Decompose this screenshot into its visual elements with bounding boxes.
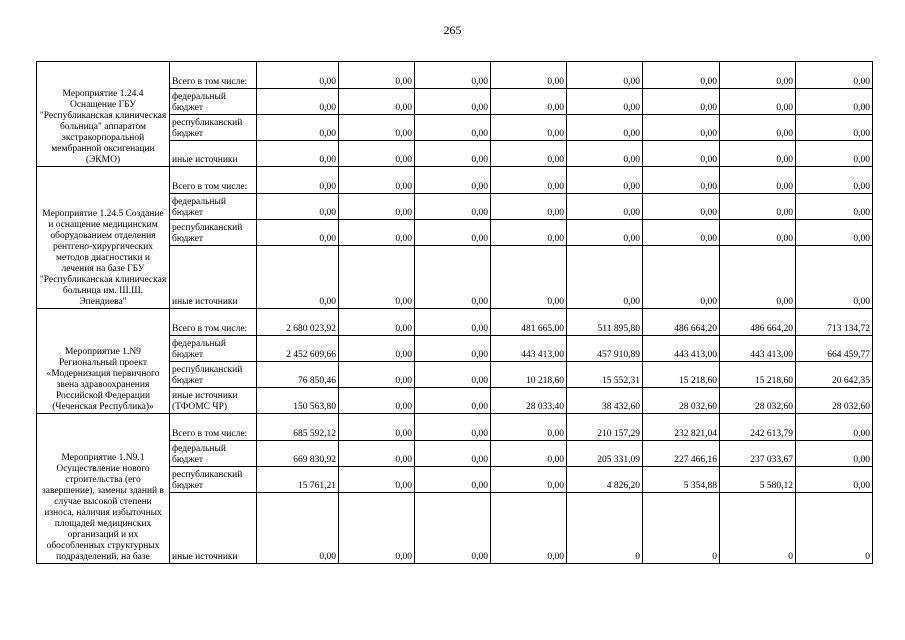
amount-cell: 0,00	[415, 167, 491, 194]
amount-cell: 0,00	[796, 467, 873, 493]
amount-cell: 0,00	[339, 467, 415, 493]
amount-cell: 0,00	[257, 62, 339, 89]
amount-cell: 0,00	[796, 220, 873, 246]
amount-cell: 0,00	[643, 115, 720, 141]
amount-cell: 0,00	[796, 167, 873, 194]
amount-cell: 0,00	[415, 246, 491, 309]
funding-source-cell: республиканский бюджет	[170, 362, 257, 388]
amount-cell: 4 826,20	[567, 467, 643, 493]
amount-cell: 0,00	[339, 115, 415, 141]
amount-cell: 38 432,60	[567, 388, 643, 414]
amount-cell: 0	[567, 493, 643, 564]
amount-cell: 232 821,04	[643, 414, 720, 441]
amount-cell: 486 664,20	[720, 309, 796, 336]
event-name-cell: Мероприятие 1.24.5 Создание и оснащение медицинским оборудованием отделения рентгено-хирургических методов диагностики и лечения на базе ГБУ "Республиканская клиническая больница им. Ш.Ш. Эпендиева"	[37, 167, 170, 309]
amount-cell: 0,00	[720, 62, 796, 89]
amount-cell: 0,00	[720, 167, 796, 194]
amount-cell: 5 580,12	[720, 467, 796, 493]
amount-cell: 0,00	[491, 141, 567, 167]
funding-source-cell: республиканский бюджет	[170, 115, 257, 141]
table-row	[37, 309, 873, 336]
amount-cell: 443 413,00	[720, 336, 796, 362]
funding-source-cell: Всего в том числе:	[170, 414, 257, 441]
amount-cell: 0,00	[415, 336, 491, 362]
amount-cell: 0,00	[567, 115, 643, 141]
financing-table	[36, 61, 873, 564]
amount-cell: 0	[643, 493, 720, 564]
amount-cell: 511 895,80	[567, 309, 643, 336]
funding-source-cell: федеральный бюджет	[170, 194, 257, 220]
funding-source-cell: Всего в том числе:	[170, 167, 257, 194]
amount-cell: 486 664,20	[643, 309, 720, 336]
amount-cell: 0,00	[643, 89, 720, 115]
amount-cell: 0,00	[415, 388, 491, 414]
amount-cell: 0,00	[567, 62, 643, 89]
amount-cell: 0,00	[339, 414, 415, 441]
amount-cell: 0,00	[415, 441, 491, 467]
amount-cell: 0,00	[643, 246, 720, 309]
funding-source-cell: иные источники	[170, 141, 257, 167]
amount-cell: 0,00	[720, 141, 796, 167]
amount-cell: 28 032,60	[643, 388, 720, 414]
amount-cell: 0,00	[415, 115, 491, 141]
amount-cell: 0,00	[339, 246, 415, 309]
amount-cell: 0,00	[339, 89, 415, 115]
amount-cell: 0,00	[720, 89, 796, 115]
amount-cell: 0,00	[643, 194, 720, 220]
amount-cell: 669 830,92	[257, 441, 339, 467]
amount-cell: 0,00	[491, 246, 567, 309]
amount-cell: 0,00	[567, 246, 643, 309]
amount-cell: 0,00	[415, 194, 491, 220]
amount-cell: 0,00	[643, 62, 720, 89]
amount-cell: 150 563,80	[257, 388, 339, 414]
amount-cell: 28 032,60	[796, 388, 873, 414]
table-row	[37, 167, 873, 194]
amount-cell: 15 761,21	[257, 467, 339, 493]
amount-cell: 0,00	[567, 89, 643, 115]
amount-cell: 0,00	[720, 194, 796, 220]
amount-cell: 0,00	[491, 89, 567, 115]
amount-cell: 5 354,88	[643, 467, 720, 493]
amount-cell: 242 613,79	[720, 414, 796, 441]
amount-cell: 0,00	[257, 220, 339, 246]
amount-cell: 2 452 609,66	[257, 336, 339, 362]
amount-cell: 0,00	[491, 62, 567, 89]
amount-cell: 0,00	[720, 246, 796, 309]
amount-cell: 0,00	[415, 220, 491, 246]
funding-source-cell: Всего в том числе:	[170, 62, 257, 89]
amount-cell: 0,00	[796, 115, 873, 141]
amount-cell: 0,00	[339, 336, 415, 362]
event-name-cell: Мероприятие 1.N9 Региональный проект «Модернизация первичного звена здравоохранения Российской Федерации (Чеченская Республика)»	[37, 309, 170, 414]
amount-cell: 20 642,35	[796, 362, 873, 388]
amount-cell: 0,00	[257, 115, 339, 141]
funding-source-cell: федеральный бюджет	[170, 336, 257, 362]
amount-cell: 10 218,60	[491, 362, 567, 388]
page-number: 265	[443, 23, 462, 37]
funding-source-cell: федеральный бюджет	[170, 441, 257, 467]
amount-cell: 0	[796, 493, 873, 564]
amount-cell: 0,00	[491, 467, 567, 493]
amount-cell: 0,00	[491, 220, 567, 246]
amount-cell: 0,00	[257, 141, 339, 167]
amount-cell: 0,00	[491, 441, 567, 467]
amount-cell: 0,00	[415, 62, 491, 89]
table-row	[37, 62, 873, 89]
amount-cell: 0,00	[491, 115, 567, 141]
amount-cell: 0,00	[339, 194, 415, 220]
amount-cell: 0,00	[796, 246, 873, 309]
amount-cell: 0,00	[567, 194, 643, 220]
amount-cell: 0,00	[415, 141, 491, 167]
amount-cell: 0,00	[796, 89, 873, 115]
amount-cell: 15 218,60	[720, 362, 796, 388]
amount-cell: 481 665,00	[491, 309, 567, 336]
amount-cell: 237 033,67	[720, 441, 796, 467]
amount-cell: 443 413,00	[643, 336, 720, 362]
amount-cell: 2 680 023,92	[257, 309, 339, 336]
amount-cell: 0,00	[339, 141, 415, 167]
amount-cell: 0,00	[339, 309, 415, 336]
financing-table-body	[37, 62, 873, 564]
amount-cell: 0,00	[415, 414, 491, 441]
amount-cell: 28 032,60	[720, 388, 796, 414]
amount-cell: 0,00	[339, 493, 415, 564]
event-name-cell: Мероприятие 1.N9.1 Осуществление нового строительства (его завершение), замены зданий в случае высокой степени износа, наличия избыточных площадей медицинских организаций и их обособленных структурных подразделений, на базе	[37, 414, 170, 564]
amount-cell: 0,00	[415, 467, 491, 493]
amount-cell: 0,00	[567, 167, 643, 194]
amount-cell: 0,00	[257, 246, 339, 309]
amount-cell: 0,00	[796, 62, 873, 89]
amount-cell: 443 413,00	[491, 336, 567, 362]
amount-cell: 0,00	[720, 115, 796, 141]
amount-cell: 664 459,77	[796, 336, 873, 362]
amount-cell: 0,00	[796, 441, 873, 467]
funding-source-cell: иные источники	[170, 493, 257, 564]
funding-source-cell: Всего в том числе:	[170, 309, 257, 336]
amount-cell: 15 552,31	[567, 362, 643, 388]
amount-cell: 0,00	[415, 89, 491, 115]
amount-cell: 0,00	[643, 220, 720, 246]
amount-cell: 0,00	[796, 141, 873, 167]
amount-cell: 227 466,16	[643, 441, 720, 467]
amount-cell: 0,00	[567, 141, 643, 167]
amount-cell: 0,00	[491, 167, 567, 194]
amount-cell: 0,00	[415, 493, 491, 564]
amount-cell: 0,00	[257, 167, 339, 194]
amount-cell: 15 218,60	[643, 362, 720, 388]
amount-cell: 205 331,09	[567, 441, 643, 467]
amount-cell: 0	[720, 493, 796, 564]
amount-cell: 0,00	[643, 141, 720, 167]
amount-cell: 28 033,40	[491, 388, 567, 414]
amount-cell: 0,00	[339, 167, 415, 194]
funding-source-cell: республиканский бюджет	[170, 220, 257, 246]
amount-cell: 0,00	[339, 441, 415, 467]
funding-source-cell: республиканский бюджет	[170, 467, 257, 493]
amount-cell: 0,00	[415, 362, 491, 388]
amount-cell: 0,00	[491, 493, 567, 564]
event-name-cell: Мероприятие 1.24.4 Оснащение ГБУ "Республиканская клиническая больница" аппаратом экстракорпоральной мембранной оксигенации (ЭКМО)	[37, 62, 170, 167]
amount-cell: 210 157,29	[567, 414, 643, 441]
amount-cell: 0,00	[257, 89, 339, 115]
amount-cell: 0,00	[567, 220, 643, 246]
amount-cell: 76 850,46	[257, 362, 339, 388]
amount-cell: 0,00	[339, 62, 415, 89]
amount-cell: 0,00	[643, 167, 720, 194]
amount-cell: 0,00	[796, 414, 873, 441]
amount-cell: 0,00	[491, 194, 567, 220]
amount-cell: 0,00	[720, 220, 796, 246]
amount-cell: 0,00	[415, 309, 491, 336]
amount-cell: 457 910,89	[567, 336, 643, 362]
amount-cell: 0,00	[491, 414, 567, 441]
table-row	[37, 414, 873, 441]
amount-cell: 713 134,72	[796, 309, 873, 336]
funding-source-cell: федеральный бюджет	[170, 89, 257, 115]
amount-cell: 0,00	[339, 362, 415, 388]
amount-cell: 0,00	[796, 194, 873, 220]
amount-cell: 0,00	[339, 220, 415, 246]
amount-cell: 0,00	[339, 388, 415, 414]
funding-source-cell: иные источники (ТФОМС ЧР)	[170, 388, 257, 414]
funding-source-cell: иные источники	[170, 246, 257, 309]
amount-cell: 0,00	[257, 194, 339, 220]
amount-cell: 0,00	[257, 493, 339, 564]
amount-cell: 685 592,12	[257, 414, 339, 441]
